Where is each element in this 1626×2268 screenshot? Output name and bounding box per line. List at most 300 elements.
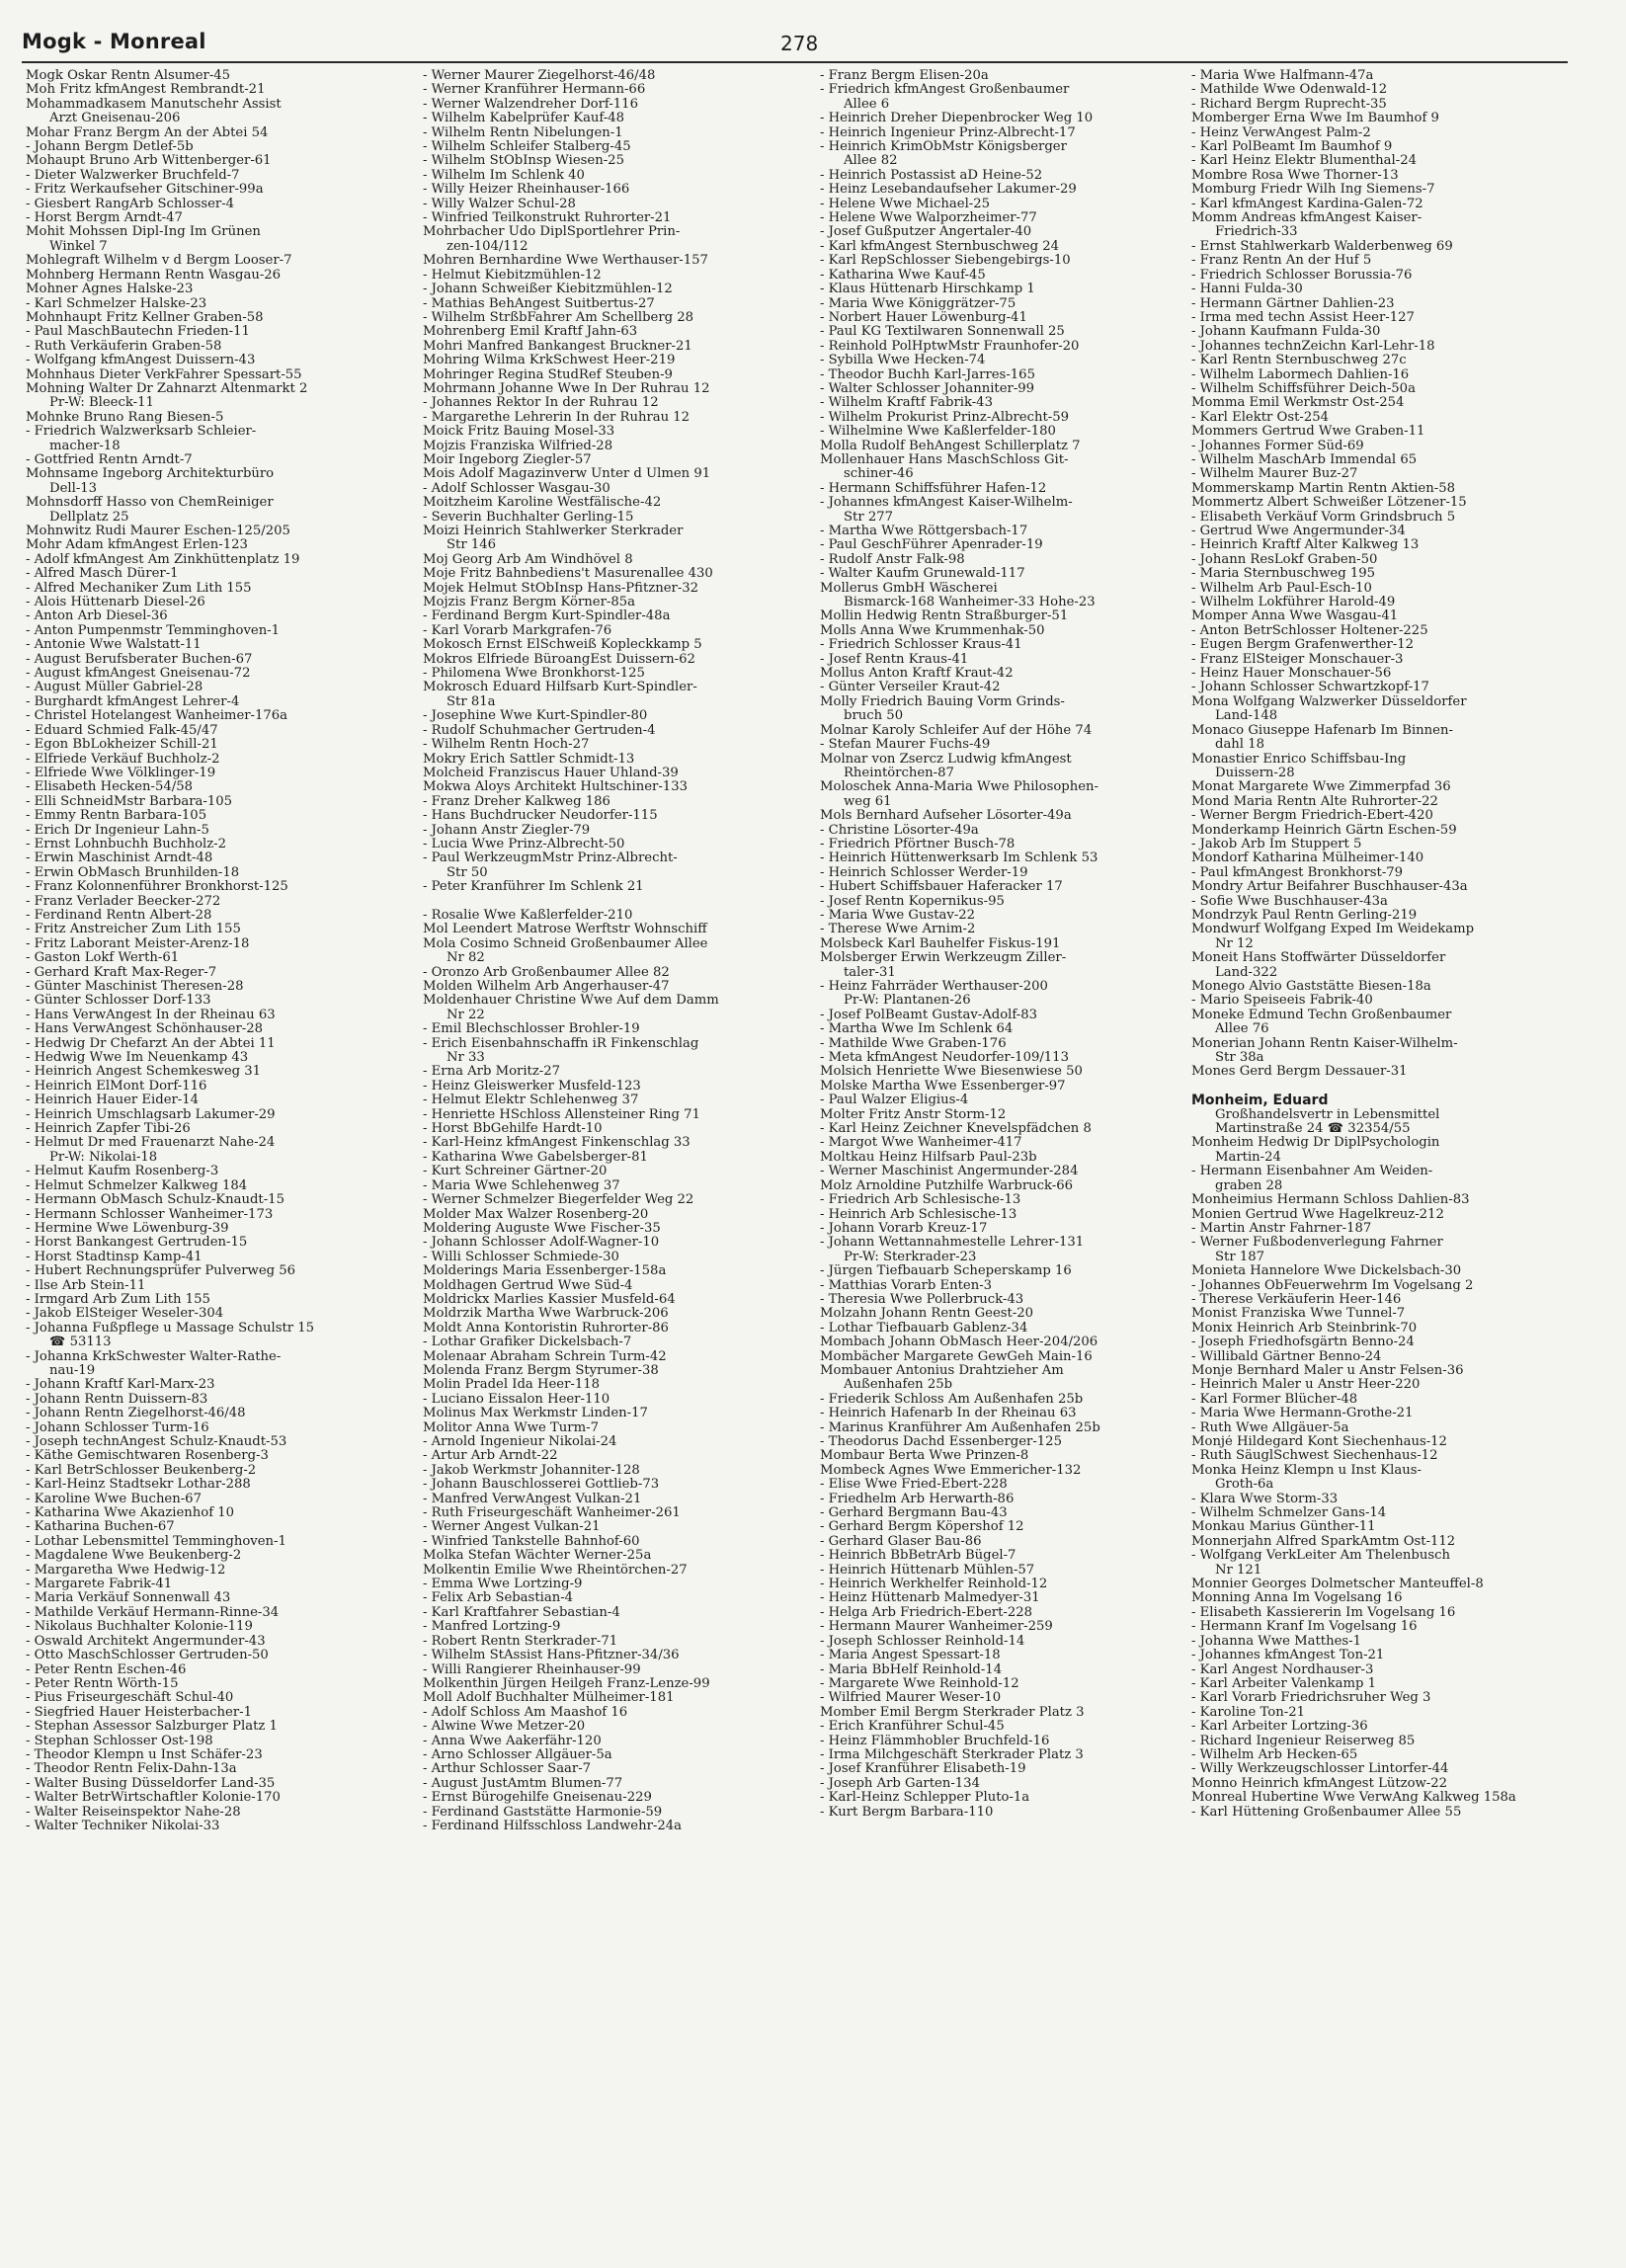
directory-entry-line: - Karl Vorarb Friedrichsruher Weg 3 [1191,1691,1431,1706]
directory-entry-line: - Helmut Kiebitzmühlen-12 [423,268,602,283]
directory-entry-line: - Martha Wwe Röttgersbach-17 [820,525,1028,538]
directory-entry-line: - Ruth Wwe Allgäuer-5a [1191,1420,1349,1435]
directory-entry-line: - Werner Walzendreher Dorf-116 [423,97,638,112]
directory-entry-line: - Matthias Vorarb Enten-3 [820,1278,993,1293]
directory-entry-line: - Elisabeth Kassiererin Im Vogelsang 16 [1191,1605,1456,1620]
directory-entry-line: Monning Anna Im Vogelsang 16 [1191,1591,1403,1606]
directory-entry-line: - Katharina Wwe Akazienhof 10 [26,1506,235,1521]
directory-entry-line: Mommertz Albert Schweißer Lötzener-15 [1191,496,1467,511]
directory-entry-line: - Therese Wwe Arnim-2 [820,923,976,937]
directory-entry-line: - Joseph Friedhofsgärtn Benno-24 [1191,1336,1415,1350]
directory-entry-line: Momberger Erna Wwe Im Baumhof 9 [1191,112,1439,126]
directory-entry-line: - Anna Wwe Aakerfähr-120 [423,1734,602,1748]
directory-entry-line: - Heinz Lesebandaufseher Lakumer-29 [820,183,1077,198]
directory-entry-line: - Kurt Schreiner Gärtner-20 [423,1165,608,1179]
directory-entry-line: - Peter Kranführer Im Schlenk 21 [423,880,644,895]
directory-entry-line: Monreal Hubertine Wwe VerwAng Kalkweg 158a [1191,1791,1516,1806]
directory-entry-line: - Heinrich Zapfer Tibi-26 [26,1122,191,1137]
directory-entry-line: taler-31 [844,965,896,980]
directory-entry-line: Mommerskamp Martin Rentn Aktien-58 [1191,481,1455,496]
directory-entry-line: - Hans VerwAngest Schönhauser-28 [26,1022,264,1037]
directory-entry-line: - Jakob ElSteiger Weseler-304 [26,1307,224,1322]
directory-entry-line: - Johannes Rektor In der Ruhrau 12 [423,396,659,411]
directory-entry-line: Großhandelsvertr in Lebensmittel [1215,1107,1440,1122]
directory-entry-line: - Winfried Teilkonstrukt Ruhrorter-21 [423,211,672,226]
directory-entry-line: - Christine Lösorter-49a [820,823,979,838]
directory-entry-line: - Karl kfmAngest Sternbuschweg 24 [820,239,1059,254]
directory-entry-line: weg 61 [844,794,892,809]
directory-entry-line: Moje Fritz Bahnbediens't Masurenallee 430 [423,567,713,582]
directory-entry-line: Moneke Edmund Techn Großenbaumer [1191,1008,1452,1022]
directory-entry-line: - Käthe Gemischtwaren Rosenberg-3 [26,1449,269,1464]
directory-entry-line: Monerian Johann Rentn Kaiser-Wilhelm- [1191,1036,1458,1051]
directory-entry-line: Mollerus GmbH Wäscherei [820,581,998,596]
directory-entry-line: - Walter Kaufm Grunewald-117 [820,567,1025,582]
directory-entry-line: - Heinz Hüttenarb Malmedyer-31 [820,1591,1040,1606]
directory-entry-line: - Karl Former Blücher-48 [1191,1392,1358,1407]
directory-entry-line: Mombach Johann ObMasch Heer-204/206 [820,1336,1098,1350]
directory-entry-line: - Heinz Flämmhobler Bruchfeld-16 [820,1734,1050,1748]
directory-entry-line: Molder Max Walzer Rosenberg-20 [423,1207,649,1222]
directory-entry-line: Monnerjahn Alfred SparkAmtm Ost-112 [1191,1534,1456,1549]
directory-entry-line: - Günter Maschinist Theresen-28 [26,980,244,994]
directory-entry-line: - Horst BbGehilfe Hardt-10 [423,1122,603,1137]
directory-entry-line: - Johann Wettannahmestelle Lehrer-131 [820,1236,1085,1251]
directory-entry-line: - Peter Rentn Wörth-15 [26,1676,179,1691]
directory-entry-line: Moloschek Anna-Maria Wwe Philosophen- [820,780,1098,795]
directory-entry-line: - Walter BetrWirtschaftler Kolonie-170 [26,1791,281,1806]
directory-entry-line: - Reinhold PolHptwMstr Fraunhofer-20 [820,339,1080,354]
directory-entry-line: - Heinrich Hafenarb In der Rheinau 63 [820,1407,1077,1421]
directory-entry-line: - Elise Wwe Fried-Ebert-228 [820,1478,1008,1493]
directory-entry-line: Str 38a [1215,1051,1264,1066]
directory-entry-line: - Heinz VerwAngest Palm-2 [1191,125,1371,140]
directory-entry-line: - Karl Hüttening Großenbaumer Allee 55 [1191,1805,1462,1820]
directory-entry-line: - Irmgard Arb Zum Lith 155 [26,1292,210,1307]
directory-entry-line: - Elisabeth Verkäuf Vorm Grindsbruch 5 [1191,510,1456,525]
directory-entry-line: - Heinrich Hüttenwerksarb Im Schlenk 53 [820,851,1098,866]
directory-entry-line: - Karl PolBeamt Im Baumhof 9 [1191,140,1393,155]
directory-entry-line: - Karoline Wwe Buchen-67 [26,1492,202,1506]
directory-entry-line: - Klara Wwe Storm-33 [1191,1492,1339,1506]
directory-entry-line: Moj Georg Arb Am Windhövel 8 [423,552,633,567]
directory-entry-line: Mol Leendert Matrose Werftstr Wohnschiff [423,923,707,937]
directory-entry-line: - Walter Reiseinspektor Nahe-28 [26,1805,241,1820]
directory-entry-line: Str 146 [447,538,497,553]
directory-column-2 [423,69,810,2252]
directory-entry-line: - Johann Schlosser Turm-16 [26,1420,209,1435]
directory-entry-line: Molinus Max Werkmstr Linden-17 [423,1407,648,1421]
directory-entry-line: Land-148 [1215,709,1278,724]
directory-entry-line: Mojzis Franziska Wilfried-28 [423,439,613,453]
directory-entry-line: - Karl Elektr Ost-254 [1191,410,1330,425]
directory-entry-line: Mohammadkasem Manutschehr Assist [26,97,282,112]
directory-entry-line: Molz Arnoldine Putzhilfe Warbruck-66 [820,1178,1074,1193]
directory-entry-line: - Ferdinand Gaststätte Harmonie-59 [423,1805,663,1820]
directory-entry-line: Mokrosch Eduard Hilfsarb Kurt-Spindler- [423,681,697,695]
directory-entry-line: - Werner Schmelzer Biegerfelder Weg 22 [423,1193,694,1208]
directory-entry-line: Mohar Franz Bergm An der Abtei 54 [26,125,269,140]
directory-entry-line: - Willi Rangierer Rheinhauser-99 [423,1662,641,1677]
directory-entry-line: - Johannes technZeichn Karl-Lehr-18 [1191,339,1435,354]
directory-entry-line: - Johann Bergm Detlef-5b [26,140,194,155]
directory-entry-line: Str 81a [447,694,496,709]
directory-entry-line: Allee 6 [844,97,890,112]
directory-entry-line: Mohnke Bruno Rang Biesen-5 [26,410,224,425]
directory-entry-line: - Wilhelm Schmelzer Gans-14 [1191,1506,1387,1521]
directory-entry-line: - Helmut Schmelzer Kalkweg 184 [26,1178,248,1193]
directory-entry-line: - Ernst Stahlwerkarb Walderbenweg 69 [1191,239,1453,254]
directory-entry-line: Molsberger Erwin Werkzeugm Ziller- [820,951,1067,966]
directory-entry-line: - Katharina Wwe Kauf-45 [820,268,986,283]
directory-entry-line: - Fritz Laborant Meister-Arenz-18 [26,936,250,951]
directory-entry-line: - Erna Arb Moritz-27 [423,1065,561,1080]
directory-entry-line: - Karl RepSchlosser Siebengebirgs-10 [820,254,1071,269]
directory-entry-line: - Karl Rentn Sternbuschweg 27c [1191,354,1407,368]
directory-column-3 [820,69,1185,2252]
directory-entry-line: Momma Emil Werkmstr Ost-254 [1191,396,1405,411]
directory-entry-line: Mokros Elfriede BüroangEst Duissern-62 [423,652,695,667]
directory-entry-line: - Hedwig Wwe Im Neuenkamp 43 [26,1051,249,1066]
directory-entry-line: Mondwurf Wolfgang Exped Im Weidekamp [1191,923,1475,937]
directory-entry-line: - Marinus Kranführer Am Außenhafen 25b [820,1420,1100,1435]
directory-entry-line: - Maria Angest Spessart-18 [820,1649,1001,1663]
directory-entry-line: Monje Bernhard Maler u Anstr Felsen-36 [1191,1363,1464,1378]
directory-entry-line: - Anton BetrSchlosser Holtener-225 [1191,623,1428,638]
directory-entry-line: Winkel 7 [49,239,108,254]
directory-entry-line: Monastier Enrico Schiffsbau-Ing [1191,752,1407,767]
directory-entry-line: Monno Heinrich kfmAngest Lützow-22 [1191,1776,1448,1791]
directory-entry-line: - Hermann Kranf Im Vogelsang 16 [1191,1620,1418,1635]
directory-entry-line: - Helene Wwe Walporzheimer-77 [820,211,1037,226]
directory-entry-line: - Maria Sternbuschweg 195 [1191,567,1376,582]
directory-entry-line: - Wilhelm StrßbFahrer Am Schellberg 28 [423,310,694,325]
directory-entry-line: - Irma med techn Assist Heer-127 [1191,310,1415,325]
directory-entry-line: - Manfred VerwAngest Vulkan-21 [423,1492,642,1506]
directory-entry-line: - Johann Schlosser Adolf-Wagner-10 [423,1236,660,1251]
directory-entry-line: Mojzis Franz Bergm Körner-85a [423,596,635,610]
directory-entry-line: Pr-W: Plantanen-26 [844,994,971,1009]
directory-entry-line: Molzahn Johann Rentn Geest-20 [820,1307,1034,1322]
directory-entry-line: - Werner Kranführer Hermann-66 [423,83,646,98]
directory-entry-line: - Magdalene Wwe Beukenberg-2 [26,1549,242,1564]
directory-entry-line: Str 277 [844,510,894,525]
directory-entry-line: Monderkamp Heinrich Gärtn Eschen-59 [1191,823,1457,838]
directory-entry-line: dahl 18 [1215,738,1264,753]
directory-entry-line: Mollin Hedwig Rentn Straßburger-51 [820,609,1069,624]
directory-entry-line: Mohit Mohssen Dipl-Ing Im Grünen [26,225,261,240]
directory-entry-line: - Maria Wwe Hermann-Grothe-21 [1191,1407,1414,1421]
directory-entry-line: - Werner Fußbodenverlegung Fahrner [1191,1236,1443,1251]
directory-entry-line: - August JustAmtm Blumen-77 [423,1776,623,1791]
directory-entry-line: - Hermann Schlosser Wanheimer-173 [26,1207,274,1222]
directory-entry-line: Moldrzik Martha Wwe Warbruck-206 [423,1307,669,1322]
directory-entry-line: Mondry Artur Beifahrer Buschhauser-43a [1191,880,1468,895]
directory-entry-line: - Rosalie Wwe Kaßlerfelder-210 [423,908,633,923]
directory-entry-line: - Paul kfmAngest Bronkhorst-79 [1191,865,1404,880]
directory-entry-line: - Josef Rentn Kraus-41 [820,652,969,667]
directory-entry-line: - Willibald Gärtner Benno-24 [1191,1349,1382,1364]
directory-entry-line: - Horst Bergm Arndt-47 [26,211,183,226]
directory-entry-line: Molderings Maria Essenberger-158a [423,1264,667,1279]
directory-entry-line: - Jürgen Tiefbauarb Scheperskamp 16 [820,1264,1072,1279]
directory-entry-line: - Mathilde Wwe Odenwald-12 [1191,83,1388,98]
directory-entry-line: Monego Alvio Gaststätte Biesen-18a [1191,980,1431,994]
directory-entry-line: - Karl Heinz Elektr Blumenthal-24 [1191,154,1417,169]
directory-entry-line: Momburg Friedr Wilh Ing Siemens-7 [1191,183,1435,198]
directory-entry-line: - Burghardt kfmAngest Lehrer-4 [26,694,240,709]
directory-entry-line: Monkau Marius Günther-11 [1191,1520,1376,1535]
directory-entry-line: Nr 33 [447,1051,485,1066]
directory-entry-line: Moick Fritz Bauing Mosel-33 [423,425,615,440]
directory-entry-line: - Winfried Tankstelle Bahnhof-60 [423,1534,640,1549]
directory-entry-line: nau-19 [49,1363,96,1378]
directory-entry-line: - Pius Friseurgeschäft Schul-40 [26,1691,234,1706]
directory-entry-line: - Stefan Maurer Fuchs-49 [820,738,991,753]
page-number: 278 [780,32,819,55]
directory-entry-line: Mollus Anton Kraftf Kraut-42 [820,667,1014,682]
directory-entry-line: Molske Martha Wwe Essenberger-97 [820,1079,1066,1094]
directory-entry-line: - Heinrich Hauer Eider-14 [26,1094,200,1108]
directory-entry-line: bruch 50 [844,709,904,724]
directory-entry-line: - Karl BetrSchlosser Beukenberg-2 [26,1463,257,1478]
directory-entry-line: Mohnhaupt Fritz Kellner Graben-58 [26,310,264,325]
directory-entry-line: Monix Heinrich Arb Steinbrink-70 [1191,1321,1418,1336]
directory-entry-line: Mohnberg Hermann Rentn Wasgau-26 [26,268,282,283]
directory-entry-line: Mokry Erich Sattler Schmidt-13 [423,752,635,767]
directory-entry-line: Molls Anna Wwe Krummenhak-50 [820,623,1045,638]
directory-entry-line: - Margot Wwe Wanheimer-417 [820,1136,1022,1151]
directory-entry-line: - Alois Hüttenarb Diesel-26 [26,596,205,610]
header-rule [22,61,1568,63]
directory-entry-line: Momber Emil Bergm Sterkrader Platz 3 [820,1705,1085,1720]
directory-entry-line: - Therese Verkäuferin Heer-146 [1191,1292,1402,1307]
directory-entry-line: - Heinrich Umschlagsarb Lakumer-29 [26,1107,276,1122]
directory-entry-line: Mohnsame Ingeborg Architekturbüro [26,467,275,482]
directory-entry-line: - Alfred Masch Dürer-1 [26,567,179,582]
directory-entry-line: - Eduard Schmied Falk-45/47 [26,723,218,738]
directory-entry-line: Dellplatz 25 [49,510,129,525]
directory-entry-line: - Johann Schlosser Schwartzkopf-17 [1191,681,1429,695]
directory-entry-line: - Maria Wwe Gustav-22 [820,908,976,923]
directory-entry-line: Monheimius Hermann Schloss Dahlien-83 [1191,1193,1470,1208]
directory-entry-line: - Horst Bankangest Gertruden-15 [26,1236,248,1251]
directory-entry-line: - Walter Busing Düsseldorfer Land-35 [26,1776,276,1791]
directory-entry-line: - Wilhelm Labormech Dahlien-16 [1191,367,1410,382]
directory-entry-line: - Karl kfmAngest Kardina-Galen-72 [1191,197,1423,211]
directory-entry-line: - Maria Wwe Königgrätzer-75 [820,296,1016,311]
directory-entry-line: Str 50 [447,865,488,880]
directory-entry-line: - Mathilde Wwe Graben-176 [820,1036,1007,1051]
directory-entry-line: - Adolf Schloss Am Maashof 16 [423,1705,628,1720]
directory-entry-line: - Erich Dr Ingenieur Lahn-5 [26,823,209,838]
directory-entry-line: - Paul Walzer Eligius-4 [820,1094,969,1108]
directory-entry-line: Moitzheim Karoline Westfälische-42 [423,496,662,511]
directory-entry-line: - Wilhelmine Wwe Kaßlerfelder-180 [820,425,1056,440]
directory-entry-line: Monien Gertrud Wwe Hagelkreuz-212 [1191,1207,1444,1222]
directory-entry-line: Mola Cosimo Schneid Großenbaumer Allee [423,936,708,951]
directory-entry-line: - Gerhard Bergm Köpershof 12 [820,1520,1024,1535]
directory-entry-line: Mond Maria Rentn Alte Ruhrorter-22 [1191,794,1438,809]
directory-entry-line: - Irma Milchgeschäft Sterkrader Platz 3 [820,1747,1084,1762]
directory-entry-line: - Karl-Heinz kfmAngest Finkenschlag 33 [423,1136,691,1151]
directory-entry-line: - Günter Schlosser Dorf-133 [26,994,211,1009]
directory-entry-line: - Karl Heinz Zeichner Knevelspfädchen 8 [820,1122,1092,1137]
directory-entry-line: Monaco Giuseppe Hafenarb Im Binnen- [1191,723,1453,738]
directory-entry-line: Nr 121 [1215,1563,1262,1578]
directory-entry-line: - Johann Bauschlosserei Gottlieb-73 [423,1478,660,1493]
directory-entry-line: - Antonie Wwe Walstatt-11 [26,638,202,653]
directory-entry-line: - Johannes kfmAngest Ton-21 [1191,1649,1385,1663]
page-header [0,0,1626,65]
directory-entry-line: - Hanni Fulda-30 [1191,283,1303,297]
directory-entry-line: - Anton Pumpenmstr Temminghoven-1 [26,623,281,638]
directory-entry-line: Groth-6a [1215,1478,1274,1493]
directory-entry-line: - Theodor Rentn Felix-Dahn-13a [26,1762,237,1777]
directory-entry-line: - Artur Arb Arndt-22 [423,1449,558,1464]
directory-entry-line: Molly Friedrich Bauing Vorm Grinds- [820,694,1065,709]
directory-entry-line: - August Müller Gabriel-28 [26,681,203,695]
directory-entry-line: - Werner Maschinist Angermunder-284 [820,1165,1079,1179]
directory-entry-line: - Meta kfmAngest Neudorfer-109/113 [820,1051,1069,1066]
directory-entry-line: - Gaston Lokf Werth-61 [26,951,180,966]
directory-entry-line: - Joseph Schlosser Reinhold-14 [820,1634,1025,1649]
directory-entry-line: - Ilse Arb Stein-11 [26,1278,146,1293]
directory-entry-line: - Josef Gußputzer Angertaler-40 [820,225,1032,240]
directory-entry-line: - Heinrich Schlosser Werder-19 [820,865,1028,880]
directory-entry-line: - Gerhard Glaser Bau-86 [820,1534,982,1549]
directory-entry-line: Monat Margarete Wwe Zimmerpfad 36 [1191,780,1451,795]
directory-entry-line: Monjé Hildegard Kont Siechenhaus-12 [1191,1435,1447,1449]
directory-entry-line: - Adolf Schlosser Wasgau-30 [423,481,610,496]
directory-entry-line: - Werner Angest Vulkan-21 [423,1520,601,1535]
directory-entry-line: - Sybilla Wwe Hecken-74 [820,354,986,368]
directory-entry-line: - Hermann Gärtner Dahlien-23 [1191,296,1395,311]
directory-entry-line: - Karl-Heinz Stadtsekr Lothar-288 [26,1478,251,1493]
directory-entry-line: - Elisabeth Hecken-54/58 [26,780,194,795]
directory-entry-line: - Johann Kraftf Karl-Marx-23 [26,1378,215,1393]
directory-entry-line: - Jakob Arb Im Stuppert 5 [1191,837,1362,851]
directory-entry-line: - Emmy Rentn Barbara-105 [26,809,207,824]
directory-entry-line: - Johann Anstr Ziegler-79 [423,823,591,838]
directory-entry-line: - Wolfgang kfmAngest Duissern-43 [26,354,256,368]
directory-entry-line: - Heinrich Postassist aD Heine-52 [820,168,1043,183]
directory-entry-line: Monieta Hannelore Wwe Dickelsbach-30 [1191,1264,1462,1279]
directory-entry-line: - Josef Rentn Kopernikus-95 [820,894,1005,909]
directory-entry-line: - Manfred Lortzing-9 [423,1620,561,1635]
directory-entry-line: Monheim Hedwig Dr DiplPsychologin [1191,1136,1440,1151]
directory-entry-line: - Mathilde Verkäuf Hermann-Rinne-34 [26,1605,280,1620]
directory-entry-line: Mondorf Katharina Mülheimer-140 [1191,851,1424,866]
directory-entry-line: - Karl Arbeiter Valenkamp 1 [1191,1676,1377,1691]
directory-entry-line: Mohringer Regina StudRef Steuben-9 [423,367,673,382]
directory-entry-line: - Maria BbHelf Reinhold-14 [820,1662,1003,1677]
directory-entry-line: Mokosch Ernst ElSchweiß Kopleckkamp 5 [423,638,702,653]
directory-entry-line: - Ferdinand Rentn Albert-28 [26,908,212,923]
directory-entry-line: Molin Pradel Ida Heer-118 [423,1378,601,1393]
directory-entry-line: Mohlegraft Wilhelm v d Bergm Looser-7 [26,254,292,269]
directory-entry-line: - Johann Schweißer Kiebitzmühlen-12 [423,283,673,297]
directory-entry-line: - Richard Bergm Ruprecht-35 [1191,97,1387,112]
directory-entry-line: - Eugen Bergm Grafenwerther-12 [1191,638,1415,653]
directory-entry-line: zen-104/112 [447,239,528,254]
directory-entry-line: Mohner Agnes Halske-23 [26,283,194,297]
directory-entry-line: - Johanna Wwe Matthes-1 [1191,1634,1361,1649]
directory-entry-line: - Maria Wwe Schlehenweg 37 [423,1178,620,1193]
directory-entry-line: - Wilhelm Rentn Hoch-27 [423,738,590,753]
directory-entry-line: - Friedrich kfmAngest Großenbaumer [820,83,1070,98]
directory-entry-line: - Kurt Bergm Barbara-110 [820,1805,994,1820]
directory-entry-line: Mohr Adam kfmAngest Erlen-123 [26,538,248,553]
directory-entry-line: - Alfred Mechaniker Zum Lith 155 [26,581,252,596]
directory-entry-line: - Horst Stadtinsp Kamp-41 [26,1250,203,1264]
directory-entry-line: Bismarck-168 Wanheimer-33 Hohe-23 [844,596,1096,610]
directory-entry-line: - Willi Schlosser Schmiede-30 [423,1250,619,1264]
directory-entry-line: - Lothar Tiefbauarb Gablenz-34 [820,1321,1028,1336]
directory-entry-line: - Ruth Verkäuferin Graben-58 [26,339,222,354]
directory-entry-line: Nr 12 [1215,936,1254,951]
directory-entry-line: - Erwin Maschinist Arndt-48 [26,851,213,866]
directory-entry-line: Mols Bernhard Aufseher Lösorter-49a [820,809,1072,824]
directory-entry-line: Molla Rudolf BehAngest Schillerplatz 7 [820,439,1081,453]
directory-entry-line: - Lothar Grafiker Dickelsbach-7 [423,1336,632,1350]
directory-entry-line: - Friedhelm Arb Herwarth-86 [820,1492,1015,1506]
directory-entry-line: Mombaur Berta Wwe Prinzen-8 [820,1449,1029,1464]
directory-entry-line: - August Berufsberater Buchen-67 [26,652,253,667]
directory-entry-line: - Willy Heizer Rheinhauser-166 [423,183,630,198]
directory-entry-line: - Joseph technAngest Schulz-Knaudt-53 [26,1435,287,1449]
directory-entry-line: - Karl Vorarb Markgrafen-76 [423,623,612,638]
directory-entry-line: - August kfmAngest Gneisenau-72 [26,667,251,682]
directory-entry-line: - Ruth SäuglSchwest Siechenhaus-12 [1191,1449,1438,1464]
directory-entry-line: - Paul MaschBautechn Frieden-11 [26,325,250,340]
directory-entry-line: - Emil Blechschlosser Brohler-19 [423,1022,640,1037]
directory-entry-line: - Heinz Fahrräder Werthauser-200 [820,980,1048,994]
directory-entry-line: - Maria Wwe Halfmann-47a [1191,69,1374,83]
directory-entry-line: Allee 82 [844,154,898,169]
directory-entry-line: - Wilhelm Prokurist Prinz-Albrecht-59 [820,410,1069,425]
directory-entry-line: - Wilhelm Kraftf Fabrik-43 [820,396,993,411]
directory-entry-line: Martin-24 [1215,1150,1281,1165]
directory-entry-line: - Wilhelm Maurer Buz-27 [1191,467,1358,482]
directory-entry-line: Dell-13 [49,481,98,496]
directory-entry-line: - Anton Arb Diesel-36 [26,609,168,624]
directory-entry-line: Str 187 [1215,1250,1265,1264]
directory-entry-line: - Elfriede Verkäuf Buchholz-2 [26,752,220,767]
directory-entry-line: Molnar Karoly Schleifer Auf der Höhe 74 [820,723,1093,738]
directory-entry-line: - Heinrich Werkhelfer Reinhold-12 [820,1578,1048,1592]
directory-entry-line: - Margarete Fabrik-41 [26,1578,173,1592]
directory-entry-line: - Friedrich Walzwerksarb Schleier- [26,425,257,440]
directory-entry-line: - Ruth Friseurgeschäft Wanheimer-261 [423,1506,681,1521]
directory-entry-line: Molenaar Abraham Schrein Turm-42 [423,1349,667,1364]
directory-entry-line: - Theodorus Dachd Essenberger-125 [820,1435,1062,1449]
directory-entry-line: - Johann Vorarb Kreuz-17 [820,1221,988,1236]
directory-entry-line: - Heinrich Ingenieur Prinz-Albrecht-17 [820,125,1076,140]
directory-entry-line: - Hans VerwAngest In der Rheinau 63 [26,1008,276,1022]
directory-entry-line: Monheim, Eduard [1191,1094,1329,1108]
directory-entry-line: - Johannes Former Süd-69 [1191,439,1364,453]
directory-entry-line: Moldering Auguste Wwe Fischer-35 [423,1221,661,1236]
directory-entry-line: Moll Adolf Buchhalter Mülheimer-181 [423,1691,675,1706]
directory-entry-line: - Theodor Buchh Karl-Jarres-165 [820,367,1035,382]
directory-entry-line: Moldrickx Marlies Kassier Musfeld-64 [423,1292,676,1307]
directory-entry-line: - Johannes ObFeuerwehrm Im Vogelsang 2 [1191,1278,1474,1293]
running-head: Mogk - Monreal [22,30,206,53]
directory-entry-line: - Günter Verseiler Kraut-42 [820,681,1001,695]
directory-entry-line: - Erwin ObMasch Brunhilden-18 [26,865,240,880]
directory-entry-line: Mondrzyk Paul Rentn Gerling-219 [1191,908,1418,923]
